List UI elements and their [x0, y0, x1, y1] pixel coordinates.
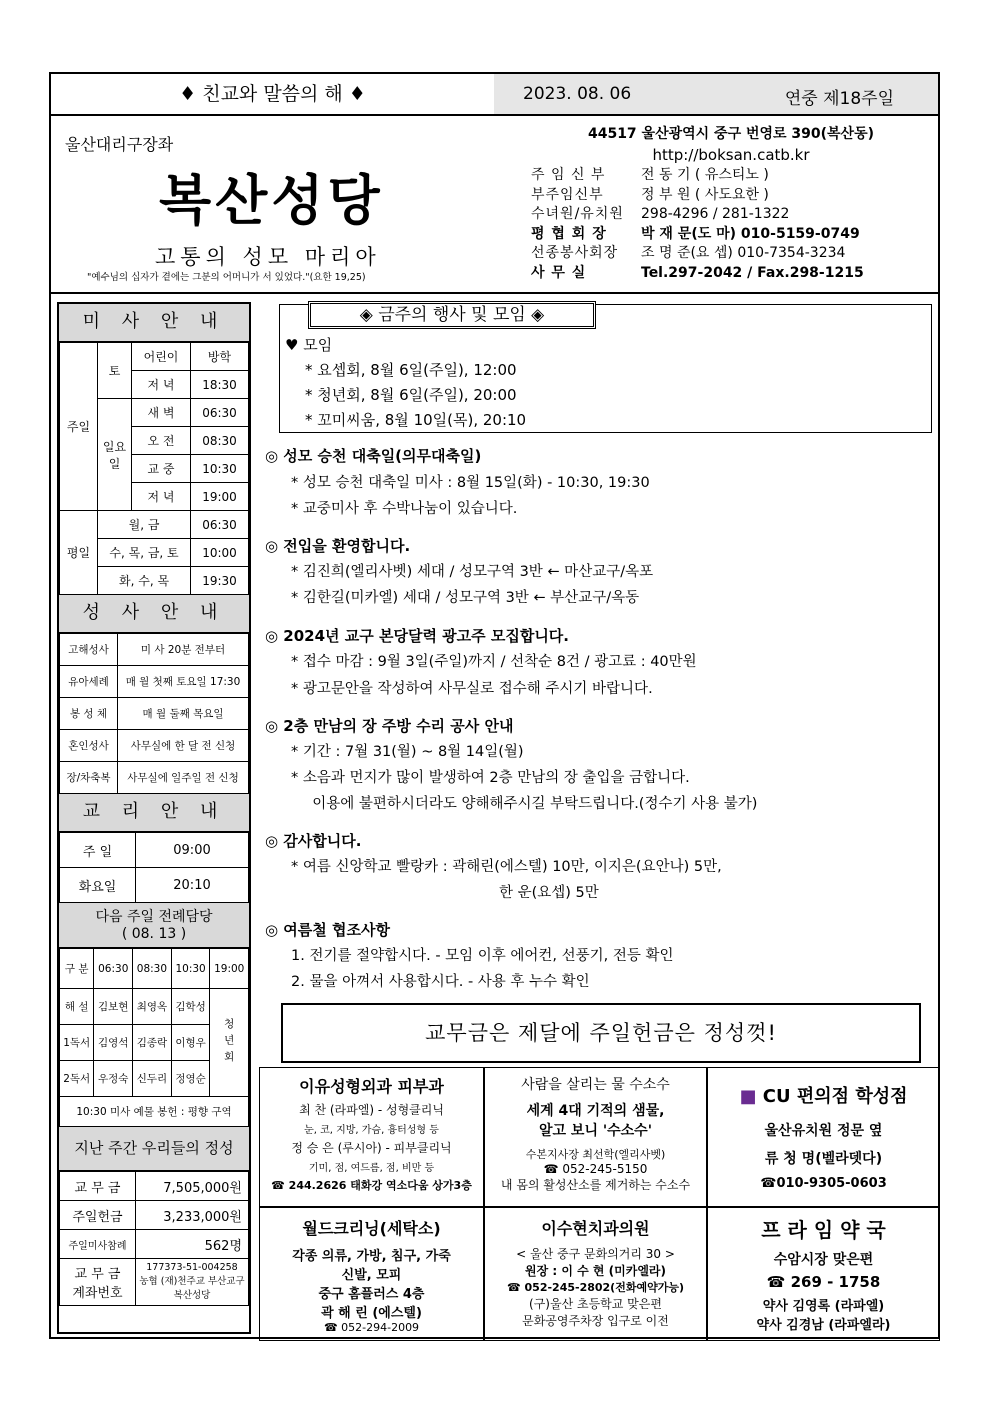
mass-cell: 저 녁	[132, 371, 191, 399]
off-cell: 562명	[136, 1230, 249, 1259]
ad-line: ☎ 052-245-2802(전화예약가능)	[506, 1281, 684, 1294]
notice-heading: ◎ 2층 만남의 장 주방 수리 공사 안내	[265, 717, 514, 735]
ad-title: 프 라 임 약 국	[761, 1218, 886, 1242]
website-link[interactable]: http://boksan.catb.kr	[652, 146, 810, 164]
lit-head: 06:30	[94, 949, 133, 989]
notice-heading: ◎ 감사합니다.	[265, 832, 362, 850]
ad-laundry	[259, 1207, 484, 1341]
sac-cell: 매 월 둘째 목요일	[118, 698, 249, 730]
notice-line: 1. 전기를 절약합시다. - 모임 이후 에어컨, 선풍기, 전등 확인	[291, 948, 674, 964]
ad-hydrogen-water	[484, 1067, 707, 1207]
lit-cell: 이형우	[171, 1025, 210, 1061]
church-name: 복산성당	[159, 168, 384, 232]
contact-key: 사 무 실	[531, 264, 587, 281]
sac-cell: 사무실에 한 달 전 신청	[118, 730, 249, 762]
bible-quote: "예수님의 십자가 곁에는 그분의 어머니가 서 있었다."(요한 19,25)	[87, 272, 366, 283]
ad-line: 최 찬 (라파엘) - 성형클리닉	[299, 1103, 444, 1117]
ad-line: 곽 해 린 (에스텔)	[321, 1306, 422, 1321]
notice-line: * 여름 신앙학교 빨랑카 : 곽해린(에스텔) 10만, 이지은(요안나) 5만,	[291, 859, 722, 875]
offering-table	[59, 1171, 249, 1306]
cu-logo-icon: ■	[739, 1086, 757, 1107]
notice-heading: ◎ 성모 승천 대축일(의무대축일)	[265, 447, 482, 465]
ad-line: 약사 김경남 (라파엘라)	[756, 1318, 891, 1333]
contact-row	[531, 205, 931, 225]
ads-area	[259, 1067, 940, 1341]
mass-cell: 교 중	[132, 455, 191, 483]
catechism-title: 교 리 안 내	[59, 794, 249, 832]
contact-value: 298-4296 / 281-1322	[641, 206, 790, 222]
mass-cell: 월, 금	[98, 511, 191, 539]
ad-line: ☎ 052-294-2009	[323, 1321, 420, 1334]
contact-key: 부주임신부	[531, 186, 604, 203]
cat-cell: 09:00	[136, 833, 249, 868]
ad-line: 원장 : 이 수 현 (미카엘라)	[525, 1264, 666, 1278]
notice-line: * 광고문안을 작성하여 사무실로 접수해 주시기 바랍니다.	[291, 681, 653, 697]
off-cell: 주일헌금	[60, 1201, 136, 1230]
lit-cell: 신두리	[133, 1061, 172, 1097]
liturgy-date: ( 08. 13 )	[121, 926, 187, 942]
mass-cell: 화, 수, 목	[98, 567, 191, 595]
events-title: ◈ 금주의 행사 및 모임 ◈	[308, 301, 596, 329]
contact-key: 주 임 신 부	[531, 167, 606, 183]
ad-line: 세계 4대 기적의 샘물,	[526, 1103, 665, 1119]
cat-cell: 주 일	[60, 833, 136, 868]
year-motto: ♦ 친교와 말씀의 해 ♦	[179, 83, 366, 105]
mass-cell: 19:30	[191, 567, 249, 595]
lit-cell: 김학성	[171, 989, 210, 1025]
contact-value: 전 동 기 ( 유스티노 )	[641, 167, 769, 183]
contact-row	[531, 186, 931, 206]
events-box	[279, 304, 932, 433]
notice-line: * 김진희(엘리사벳) 세대 / 성모구역 3반 ← 마산교구/옥포	[291, 564, 654, 580]
ad-line: 알고 보니 '수소수'	[539, 1123, 652, 1139]
offering-banner: 교무금은 제달에 주일헌금은 정성껏!	[281, 1003, 921, 1063]
ad-convenience-store	[707, 1067, 940, 1207]
lit-cell: 2독서	[60, 1061, 94, 1097]
ad-line: 정 승 은 (루시아) - 피부클리닉	[291, 1141, 452, 1155]
ad-title: 이유성형외과 피부과	[299, 1077, 444, 1096]
contact-value: 정 부 원 ( 사도요한 )	[641, 186, 769, 203]
bulletin-frame	[49, 72, 940, 1339]
notice-heading: ◎ 전입을 환영합니다.	[265, 537, 411, 555]
lit-cell: 정영순	[171, 1061, 210, 1097]
sun-label: 일요일	[98, 399, 132, 511]
notice-line: * 소음과 먼지가 많이 발생하여 2층 만남의 장 출입을 금합니다.	[291, 770, 690, 786]
notice-line: * 기간 : 7월 31(월) ~ 8월 14일(월)	[291, 744, 524, 760]
events-group: ♥ 모임	[285, 336, 333, 354]
event-item: * 청년회, 8월 6일(주일), 20:00	[305, 386, 517, 404]
mass-cell: 어린이	[132, 343, 191, 371]
lit-head: 10:30	[171, 949, 210, 989]
lit-cell: 해 설	[60, 989, 94, 1025]
off-cell: 교 무 금	[60, 1172, 136, 1201]
sac-cell: 혼인성사	[60, 730, 118, 762]
sacrament-title: 성 사 안 내	[59, 595, 249, 633]
contact-value: 조 명 준(요 셉) 010-7354-3234	[641, 245, 846, 261]
mass-cell: 방학	[191, 343, 249, 371]
ad-line: 기미, 점, 여드름, 점, 비만 등	[308, 1163, 435, 1174]
contact-row	[531, 225, 931, 245]
notice-heading: ◎ 2024년 교구 본당달력 광고주 모집합니다.	[265, 627, 569, 645]
mass-cell: 수, 목, 금, 토	[98, 539, 191, 567]
mass-cell: 06:30	[191, 511, 249, 539]
lit-cell: 최영옥	[133, 989, 172, 1025]
mass-cell: 오 전	[132, 427, 191, 455]
patron-name: 고통의 성모 마리아	[155, 245, 381, 269]
liturgy-title-box	[59, 903, 249, 948]
notice-line: * 교중미사 후 수박나눔이 있습니다.	[291, 501, 518, 517]
ad-title: 이수현치과의원	[541, 1219, 650, 1238]
issue-date: 2023. 08. 06	[523, 84, 632, 104]
mass-cell: 새 벽	[132, 399, 191, 427]
ad-title-text: CU 편의점 학성점	[762, 1086, 908, 1107]
contact-key: 평 협 회 장	[531, 225, 607, 242]
ad-line: 눈, 코, 지방, 가슴, 흉터성형 등	[304, 1125, 439, 1136]
sac-cell: 유아세례	[60, 666, 118, 698]
church-header	[51, 116, 938, 294]
sac-cell: 매 월 첫째 토요일 17:30	[118, 666, 249, 698]
notice-line: 한 운(요셉) 5만	[499, 885, 599, 901]
contact-key: 선종봉사회장	[531, 245, 619, 261]
ad-line: 문화공영주차장 입구로 이전	[522, 1314, 669, 1328]
ad-line: 약사 김영록 (라파엘)	[762, 1299, 885, 1314]
ad-pharmacy	[707, 1207, 940, 1341]
notice-line: * 접수 마감 : 9월 3일(주일)까지 / 선착순 8건 / 광고료 : 40만원	[291, 654, 697, 670]
sac-cell: 사무실에 일주일 전 신청	[118, 762, 249, 794]
lit-head: 구 분	[60, 949, 94, 989]
sac-cell: 장/차축복	[60, 762, 118, 794]
lit-head: 19:00	[210, 949, 249, 989]
account-holder: 복산성당	[173, 1290, 211, 1301]
contact-row	[531, 166, 931, 186]
notice-line: * 성모 승천 대축일 미사 : 8월 15일(화) - 10:30, 19:30	[291, 475, 650, 491]
ad-line: 수본지사장 최선학(엘리사벳)	[525, 1148, 666, 1161]
ad-line: ☎ 269 - 1758	[766, 1273, 881, 1291]
mass-cell: 18:30	[191, 371, 249, 399]
ad-line: 내 몸의 활성산소를 제거하는 수소수	[500, 1178, 691, 1192]
top-bar	[51, 74, 938, 116]
ad-title: 사람을 살리는 물 수소수	[521, 1077, 670, 1093]
lit-cell: 김영석	[94, 1025, 133, 1061]
mass-cell: 19:00	[191, 483, 249, 511]
left-sidebar	[57, 302, 251, 1334]
date-box	[494, 74, 938, 114]
ad-line: 각종 의류, 가방, 침구, 가죽	[292, 1249, 451, 1264]
lit-note: 10:30 미사 예물 봉헌 : 평향 구역	[60, 1097, 249, 1127]
ad-title: 월드크리닝(세탁소)	[302, 1219, 441, 1238]
ad-line: 신발, 모피	[341, 1268, 402, 1283]
notice-line: 2. 물을 아껴서 사용합시다. - 사용 후 누수 확인	[291, 974, 590, 990]
offering-title: 지난 주간 우리들의 정성	[59, 1127, 249, 1171]
mass-cell: 06:30	[191, 399, 249, 427]
event-item: * 꼬미씨움, 8월 10일(목), 20:10	[305, 411, 527, 429]
mass-cell: 10:30	[191, 455, 249, 483]
notice-line: 이용에 불편하시더라도 양해해주시길 부탁드립니다.(정수기 사용 불가)	[303, 796, 758, 812]
lit-cell: 김보현	[94, 989, 133, 1025]
sac-cell: 미 사 20분 전부터	[118, 634, 249, 666]
lit-side: 청년회	[210, 989, 249, 1097]
mass-cell: 저 녁	[132, 483, 191, 511]
ad-dental	[484, 1207, 707, 1341]
sacrament-table	[59, 633, 249, 794]
contact-key: 수녀원/유치원	[531, 206, 624, 222]
sac-cell: 고해성사	[60, 634, 118, 666]
contact-info	[531, 124, 931, 283]
ad-line: ☎ 052-245-5150	[543, 1162, 648, 1176]
sunday-label: 주일	[60, 343, 98, 511]
contact-value: Tel.297-2042 / Fax.298-1215	[641, 264, 864, 281]
ad-line: 울산유치원 정문 옆	[764, 1123, 883, 1139]
mass-cell: 10:00	[191, 539, 249, 567]
ad-line: 수암시장 맞은편	[773, 1252, 874, 1268]
off-cell: 주일미사참례	[60, 1230, 136, 1259]
account-bank: 농협 (재)천주교 부산교구	[139, 1276, 245, 1287]
ad-line: 중구 홈플러스 4층	[318, 1287, 425, 1302]
ad-line: 류 청 명(벨라뎃다)	[764, 1151, 883, 1167]
contact-row	[531, 264, 931, 284]
weekday-label: 평일	[60, 511, 98, 595]
mass-table	[59, 342, 249, 595]
ad-line: (구)울산 초등학교 맞은편	[529, 1297, 662, 1311]
ad-line: ☎ 244.2626 태화강 역소다움 상가3층	[271, 1179, 472, 1192]
event-item: * 요셉회, 8월 6일(주일), 12:00	[305, 361, 517, 379]
liturgy-title: 다음 주일 전례담당	[95, 909, 213, 925]
ad-title	[708, 1082, 939, 1108]
sat-label: 토	[98, 343, 132, 399]
address: 44517 울산광역시 중구 번영로 390(복산동)	[587, 126, 875, 142]
off-cell: 3,233,000원	[136, 1201, 249, 1230]
ad-clinic	[259, 1067, 484, 1207]
liturgical-week: 연중 제18주일	[784, 89, 894, 109]
ad-line: ☎010-9305-0603	[760, 1176, 887, 1191]
mass-title: 미 사 안 내	[59, 304, 249, 342]
mass-cell: 08:30	[191, 427, 249, 455]
catechism-table	[59, 832, 249, 903]
account-number: 177373-51-004258	[146, 1262, 238, 1273]
liturgy-table	[59, 948, 249, 1127]
lit-cell: 우정숙	[94, 1061, 133, 1097]
contact-row	[531, 244, 931, 264]
off-cell: 7,505,000원	[136, 1172, 249, 1201]
sac-cell: 봉 성 체	[60, 698, 118, 730]
diocese-label: 울산대리구장좌	[65, 135, 174, 154]
notice-line: * 김한길(미카엘) 세대 / 성모구역 3반 ← 부산교구/옥동	[291, 590, 640, 606]
account-label: 교 무 금 계좌번호	[60, 1259, 136, 1306]
notice-heading: ◎ 여름철 협조사항	[265, 921, 390, 939]
lit-cell: 김종락	[133, 1025, 172, 1061]
lit-cell: 1독서	[60, 1025, 94, 1061]
cat-cell: 20:10	[136, 868, 249, 903]
ad-line: < 울산 중구 문화의거리 30 >	[516, 1247, 675, 1261]
lit-head: 08:30	[133, 949, 172, 989]
cat-cell: 화요일	[60, 868, 136, 903]
contact-value: 박 재 문(도 마) 010-5159-0749	[641, 225, 860, 242]
